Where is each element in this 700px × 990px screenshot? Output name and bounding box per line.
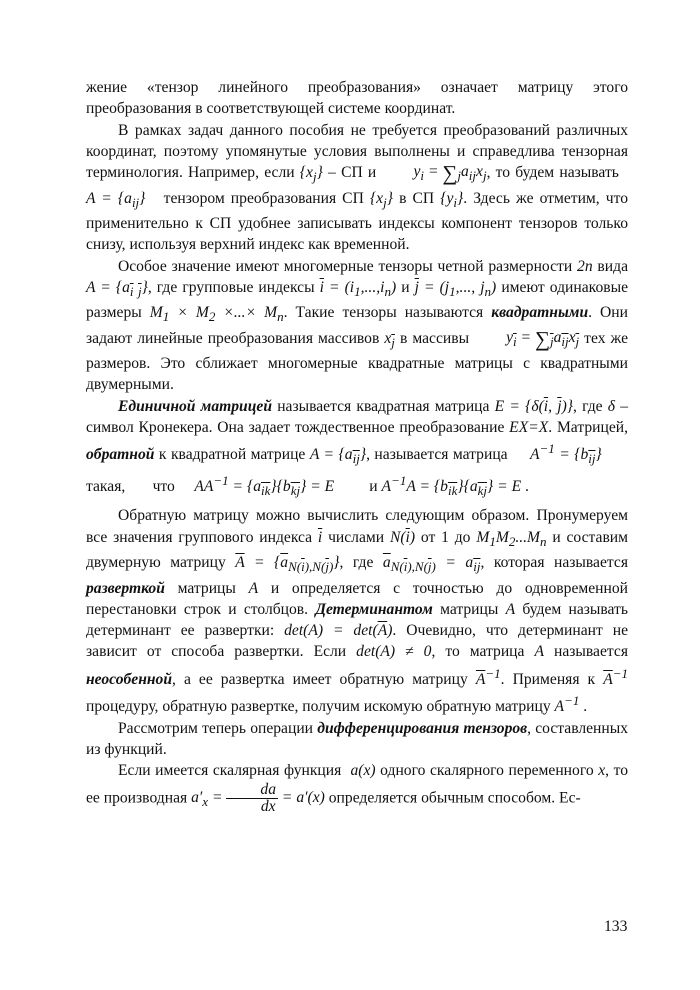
formula-A-group: $A = \{a_{\overline{i} \overline{j}}\}$: [86, 278, 148, 299]
paragraph-3: Особое значение имеют многомерные тензоры четной размерности 2n вида $A = \{a_{\overline{i} \overline{j}}\}$, где групповые индексы $\overline{i} = (i_1,...,i_n)$ и $\overline{j} = (j_1$,..., $j_n$) имеют одинаковые размеры $M_1 \times M_2$ ×...× $M_n$. Такие тензоры называются квадратными. Они задают линейные преобразования массивов $x_{\overline{j}}$ в массивы $y_{\overline{i}} = \sum_{\overline{j}}a_{\overline{ij}}x_{\overline{j}}$ тех же размеров. Это сближает многомерные квадратные матрицы с квадратными двумерными.: [86, 257, 629, 394]
page-number: 133: [604, 918, 628, 935]
formula-x-set: $\{x_j\}$: [299, 164, 323, 185]
paragraph-2: В рамках задач данного пособия не требуется преобразований различных координат, поэтому упомянутые условия выполнены и справедлива тензорная терминология. Например, если $\{x_j\}$ – СП и $y_i = \sum_ja_{ij}x_j$, то будем называть $A = \{a_{ij}\}$ тензором преобразования СП $\{x_j\}$ в СП $\{y_i\}$. Здесь же отметим, что применительно к СП удобнее записывать индексы компонент тензоров только снизу, используя верхний индекс как временной.: [86, 121, 628, 254]
formula-derivative: $a'_x$ = $\frac{da}{dx}$ = a′(x): [191, 780, 325, 815]
paragraph-5: Обратную матрицу можно вычислить следующим образом. Пронумеруем все значения группового индекса $\overline{i}$ числами $N(\overline{i})$ от 1 до $M_1M_2...M_n$ и составим двумерную матрицу $\overline{A} = \{\overline{a}_{N(\overline{i}),N(\overline{j})}\}$, где $\overline{a}_{N(\overline{i}),N(\overline{j})} = a_{\overline{ij}}$, которая называется разверткой матрицы A и определяется с точностью до одновременной перестановки строк и столбцов. Детерминантом матрицы A будем называть детерминант ее развертки: $\det(A) = \det(\overline{A})$. Очевидно, что детерминант не зависит от способа развертки. Если det(A) ≠ 0, то матрица A называется неособенной, а ее развертка имеет обратную матрицу $\overline{A}^{-1}$. Применяя к $\overline{A}^{-1}$ процедуру, обратную развертке, получим искомую обратную матрицу $A^{-1}$ .: [86, 507, 629, 716]
formula-yi-sum: $y_i = \sum_ja_{ij}x_j$: [413, 161, 487, 186]
paragraph-4: Единичной матрицей называется квадратная матрица $E = \{\delta(\overline{i}$, $\overline{j}$)}, где δ – символ Кронекера. Она задает тождественное преобразование EX=X. Матрицей, обратной к квадратной матрице $A = \{a_{\overline{ij}}\}$, называется матрица $A^{-1} = \{b_{\overline{ij}}\}$ такая, что $AA^{-1} = \{a_{\overline{ik}}\}\{b_{\overline{kj}}\} = E$ и $A^{-1}A = \{b_{\overline{ik}}\}\{a_{\overline{kj}}\} = E$ .: [86, 397, 629, 499]
body-text: [86, 77, 628, 815]
paragraph-7: Если имеется скалярная функция a(x) одного скалярного переменного x, то ее производная $a'_x$ = $\frac{da}{dx}$ = a′(x) определяется обычным способом. Ес-: [86, 762, 629, 815]
paragraph-1: жение «тензор линейного преобразования» означает матрицу этого преобразования в соответствующей системе координат.: [86, 79, 628, 118]
formula-A-tensor: $A = \{a_{ij}\}$: [86, 189, 146, 210]
paragraph-6: Рассмотрим теперь операции дифференцирования тензоров, составленных из функций.: [86, 719, 629, 759]
